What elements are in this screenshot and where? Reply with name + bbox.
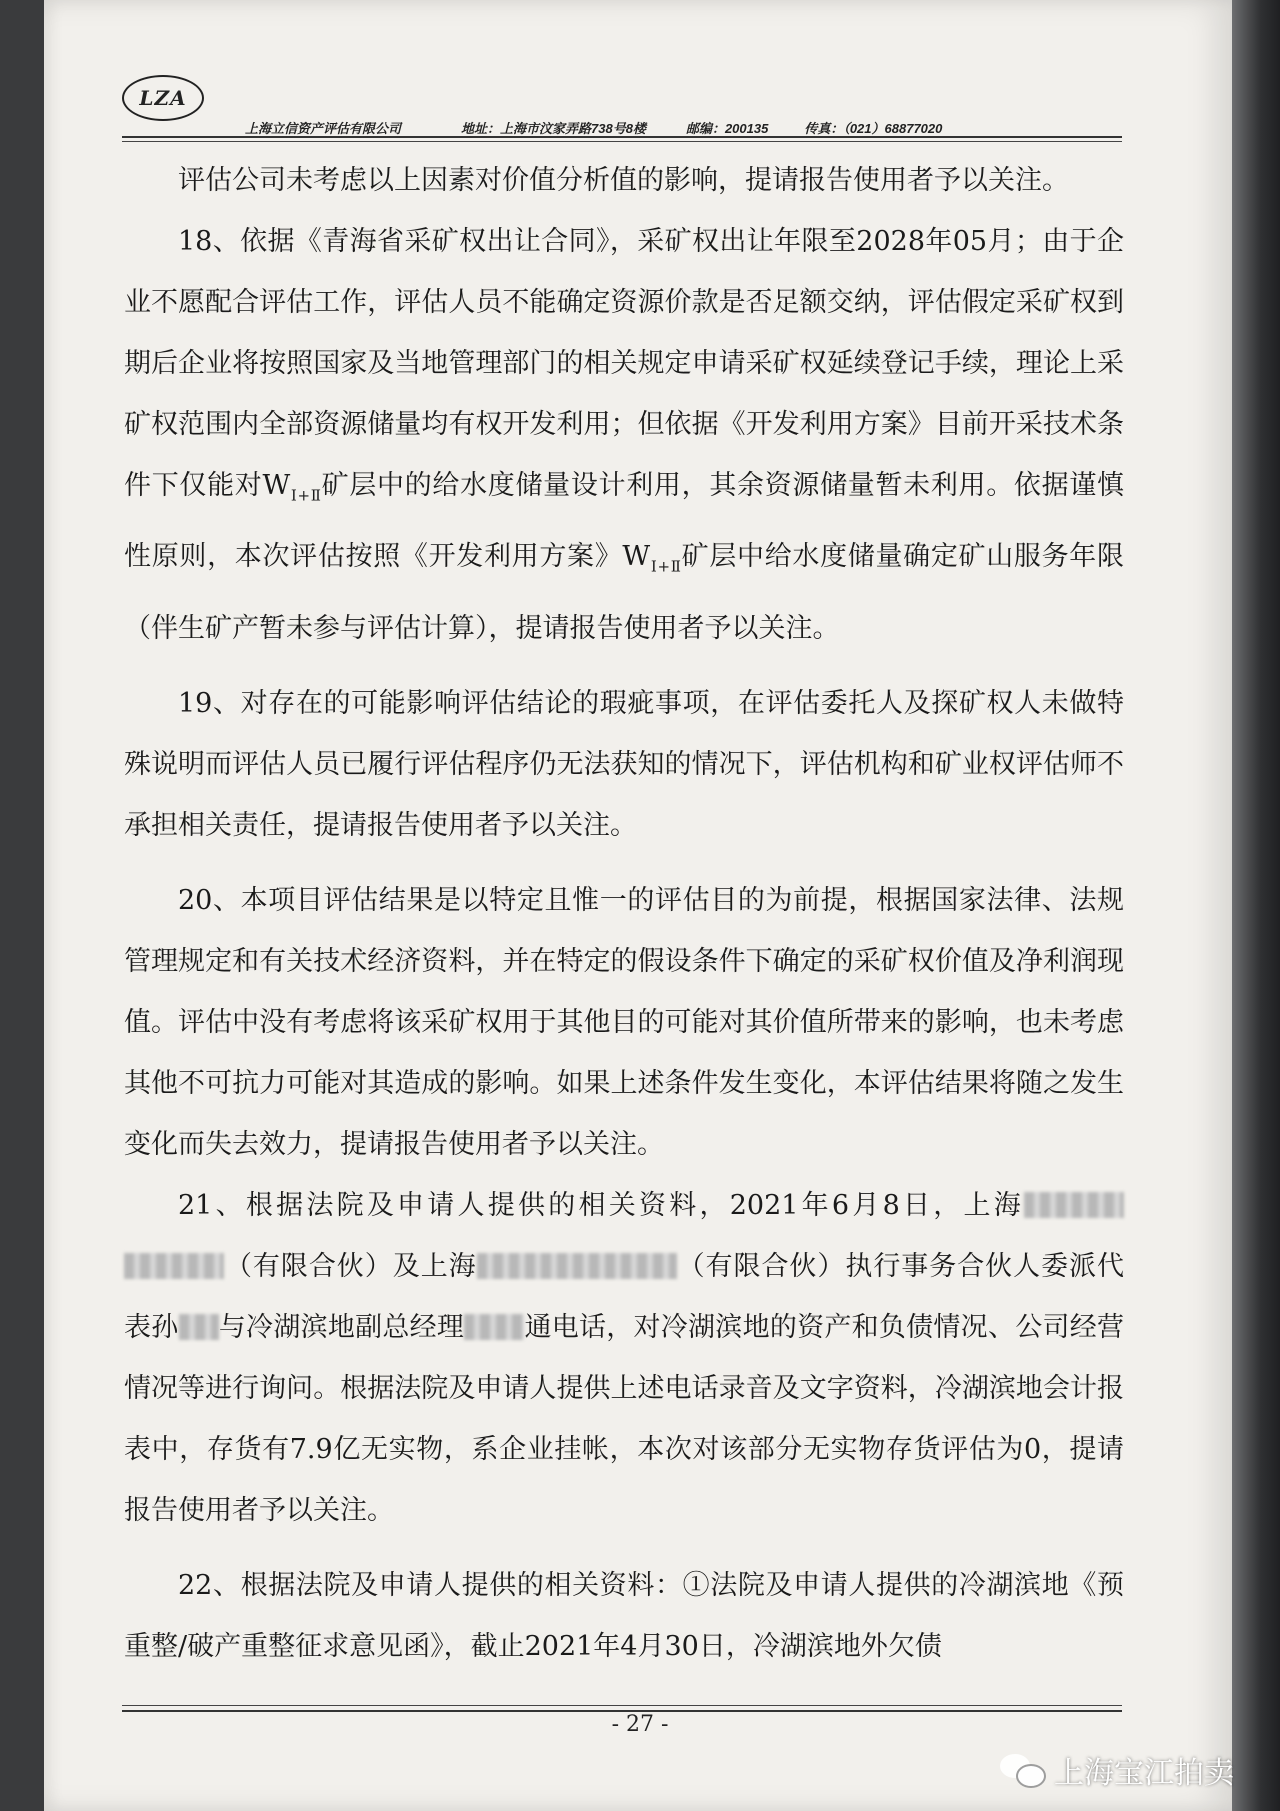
paragraph-text: 评估公司未考虑以上因素对价值分析值的影响，提请报告使用者予以关注。	[178, 165, 1069, 196]
redacted-name	[179, 1314, 219, 1340]
paragraph-text: 与冷湖滨地副总经理	[218, 1311, 465, 1343]
paragraph-text: （有限合伙）及上海	[224, 1250, 477, 1282]
header-rule-thin	[122, 141, 1122, 142]
redacted-name	[1024, 1192, 1124, 1218]
paragraph-19	[124, 673, 1124, 856]
company-logo: LZA	[122, 75, 204, 121]
paragraph-21	[124, 1175, 1124, 1541]
paragraph-text: 通电话，对冷湖滨地的资产和负债情况、公司经营情况等进行询问。根据法院及申请人提供上述电话录音及文字资料，冷湖滨地会计报表中，存货有7.9亿无实物，系企业挂帐，本次对该部分无实物存货评估为0，提请报告使用者予以关注。	[124, 1311, 1125, 1526]
company-fax: 传真：（021）68877020	[804, 121, 943, 136]
paragraph-text: 19、对存在的可能影响评估结论的瑕疵事项，在评估委托人及探矿权人未做特殊说明而评估人员已履行评估程序仍无法获知的情况下，评估机构和矿业权评估师不承担相关责任，提请报告使用者予以关注。	[124, 687, 1124, 841]
letterhead	[215, 118, 1075, 137]
paragraph-text: 21、根据法院及申请人提供的相关资料，2021年6月8日，上海	[178, 1189, 1024, 1221]
paragraph-text: 22、根据法院及申请人提供的相关资料：①法院及申请人提供的冷湖滨地《预重整/破产重整征求意见函》，截止2021年4月30日，冷湖滨地外欠债	[124, 1569, 1124, 1662]
paragraph-continuation	[124, 150, 1124, 211]
redacted-name	[464, 1314, 524, 1340]
company-address: 地址：上海市汶家弄路738号8楼	[461, 121, 646, 136]
paragraph-text: （有限合伙）执行事务合伙人委派代表孙	[124, 1250, 1125, 1343]
paragraph-text: 18、依据《青海省采矿权出让合同》，采矿权出让年限至2028年05月；由于企业不愿配合评估工作，评估人员不能确定资源价款是否足额交纳，评估假定采矿权到期后企业将按照国家及当地管理部门的相关规定申请采矿权延续登记手续，理论上采矿权范围内全部资源储量均有权开发利用；但依据《开发利用方案》目前开采技术条件下仅能对W	[124, 226, 1124, 501]
page-edge-shadow	[1232, 0, 1280, 1811]
subscript: Ⅰ+Ⅱ	[290, 486, 322, 505]
paragraph-22	[124, 1555, 1124, 1677]
header-rule	[122, 136, 1122, 138]
company-postal-code: 邮编：200135	[685, 121, 769, 136]
company-name: 上海立信资产评估有限公司	[245, 121, 402, 136]
watermark	[1000, 1748, 1234, 1792]
report-body	[124, 150, 1124, 1677]
footer-rule-thin	[122, 1705, 1122, 1706]
wechat-icon	[1000, 1752, 1044, 1788]
paragraph-text: 20、本项目评估结果是以特定且惟一的评估目的为前提，根据国家法律、法规管理规定和有关技术经济资料，并在特定的假设条件下确定的采矿权价值及净利润现值。评估中没有考虑将该采矿权用于其他目的可能对其价值所带来的影响，也未考虑其他不可抗力可能对其造成的影响。如果上述条件发生变化，本评估结果将随之发生变化而失去效力，提请报告使用者予以关注。	[124, 884, 1124, 1160]
paragraph-text: 矿层中给水度储量确定矿山服务年限（伴生矿产暂未参与评估计算），提请报告使用者予以关注。	[124, 541, 1124, 644]
redacted-name	[124, 1253, 224, 1279]
paragraph-20	[124, 870, 1124, 1175]
redacted-name	[477, 1253, 677, 1279]
paragraph-text: 矿层中的给水度储量设计利用，其余资源储量暂未利用。依据谨慎性原则，本次评估按照《开发利用方案》W	[124, 470, 1124, 573]
page-number: - 27 -	[611, 1712, 669, 1737]
watermark-text: 上海宝江拍卖	[1054, 1756, 1234, 1791]
paragraph-18	[124, 211, 1124, 659]
subscript: Ⅰ+Ⅱ	[650, 557, 682, 576]
